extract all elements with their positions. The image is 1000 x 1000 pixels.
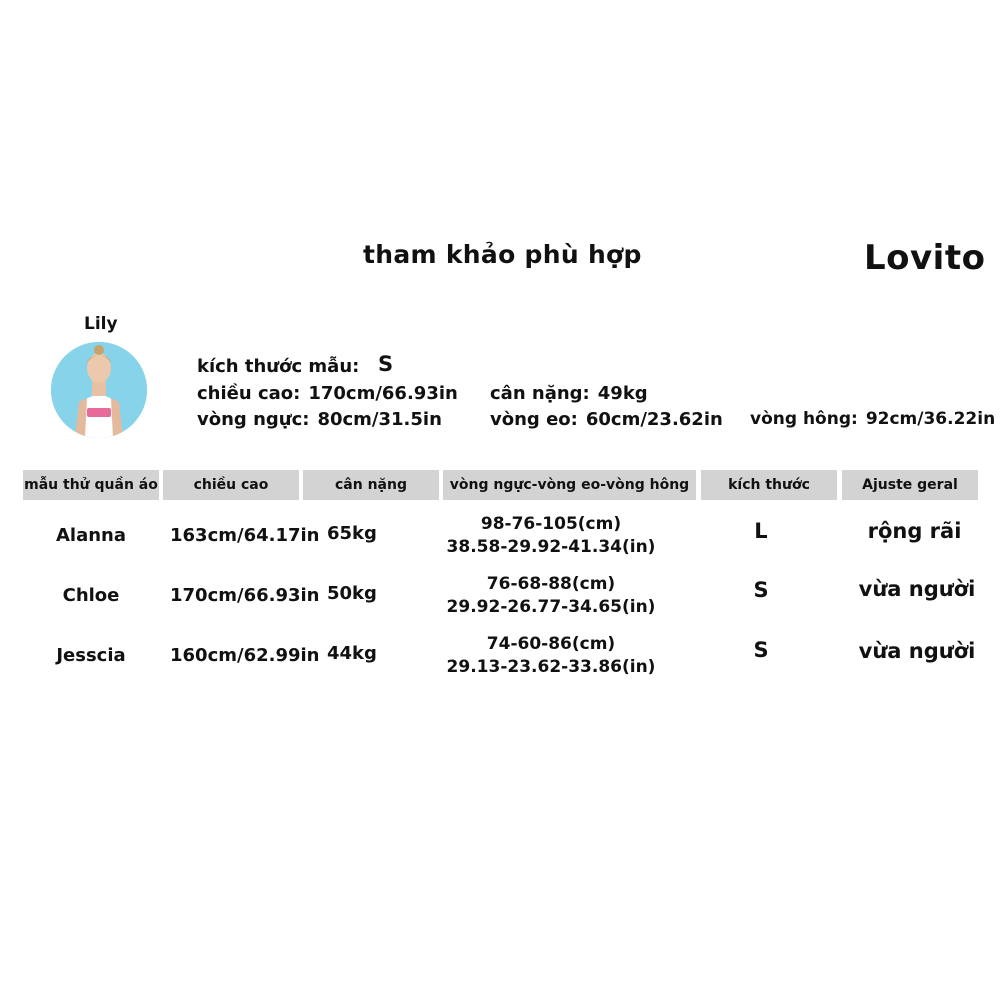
model-bust-value: 80cm/31.5in [317,409,442,430]
table-cell-weight: 50kg [327,583,377,604]
model-weight-value: 49kg [597,383,648,404]
table-cell-name: Chloe [62,585,120,606]
page-title: tham khảo phù hợp [363,240,642,269]
model-weight [490,383,648,404]
table-cell-height: 163cm/64.17in [170,525,320,546]
brand-logo: Lovito [864,238,986,278]
table-cell-height: 170cm/66.93in [170,585,320,606]
col-header-measurements: vòng ngực-vòng eo-vòng hông [443,470,696,500]
measurements-in: 29.13-23.62-33.86(in) [446,657,656,677]
measurements-in: 29.92-26.77-34.65(in) [446,597,656,617]
model-avatar [51,342,147,438]
table-cell-fit: rộng rãi [867,519,962,543]
model-size-value: S [378,352,394,376]
model-height-value: 170cm/66.93in [308,383,458,404]
model-waist [490,409,723,430]
measurements-cm: 76-68-88(cm) [486,574,616,594]
table-cell-weight: 65kg [327,523,377,544]
col-header-height: chiều cao [163,470,299,500]
col-header-weight: cân nặng [303,470,439,500]
table-cell-measurements [443,513,659,559]
model-name: Lily [84,314,118,334]
table-cell-weight: 44kg [327,643,377,664]
col-header-model: mẫu thử quần áo [23,470,159,500]
model-hip [750,409,995,429]
table-cell-measurements [443,573,659,619]
model-waist-value: 60cm/23.62in [585,409,723,430]
model-bust-label: vòng ngực: [197,409,310,430]
table-cell-measurements [443,633,659,679]
table-cell-fit: vừa người [858,639,976,663]
table-cell-size: S [753,638,769,662]
table-cell-fit: vừa người [858,577,976,601]
table-cell-name: Alanna [55,525,127,546]
model-hip-value: 92cm/36.22in [865,409,996,429]
model-weight-label: cân nặng: [490,383,590,404]
col-header-size: kích thước [701,470,837,500]
table-cell-height: 160cm/62.99in [170,645,320,666]
model-photo [51,342,147,438]
model-height [197,383,458,404]
model-height-label: chiều cao: [197,383,301,404]
col-header-fit: Ajuste geral [842,470,978,500]
model-waist-label: vòng eo: [490,409,578,430]
table-cell-name: Jesscia [56,645,126,666]
measurements-cm: 74-60-86(cm) [486,634,616,654]
table-cell-size: S [753,578,769,602]
model-size-label: kích thước mẫu: [197,356,360,377]
model-hip-label: vòng hông: [750,409,858,429]
measurements-cm: 98-76-105(cm) [480,514,622,534]
table-cell-size: L [754,519,768,543]
measurements-in: 38.58-29.92-41.34(in) [446,537,656,557]
model-bust [197,409,442,430]
model-size [197,352,394,377]
